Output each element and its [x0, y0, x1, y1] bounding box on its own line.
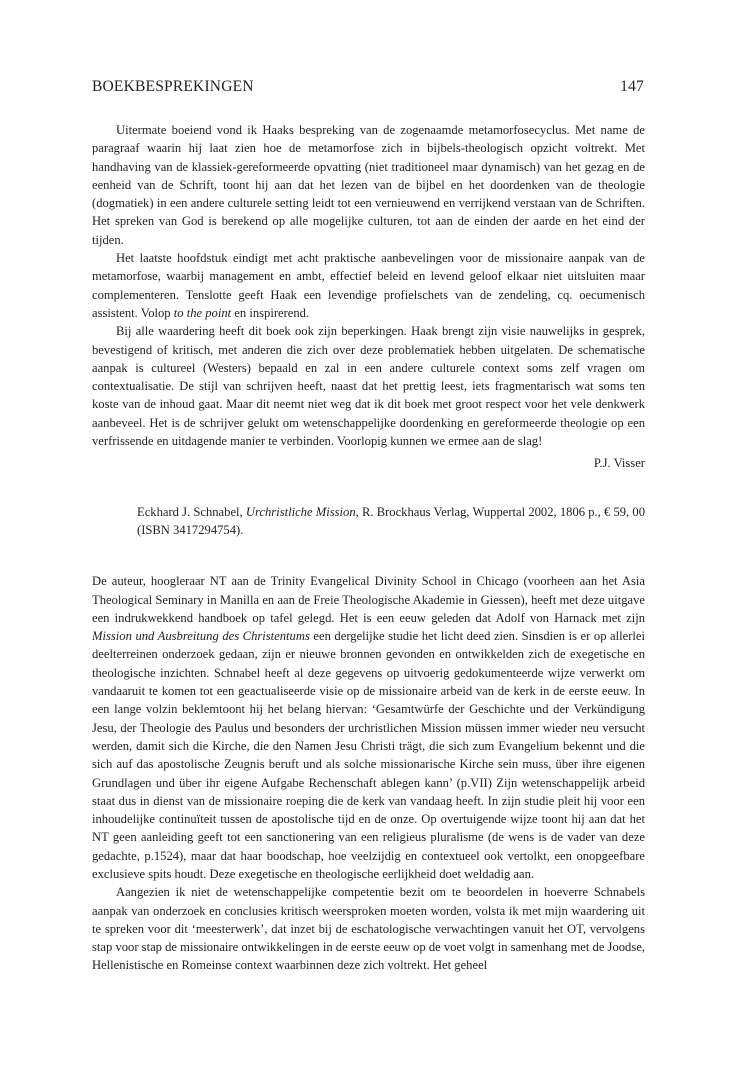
running-head: [92, 78, 644, 96]
review2-paragraph-1: [92, 572, 645, 883]
cited-book-title: Mission und Ausbreitung des Christentums: [92, 629, 310, 644]
page-content: [92, 121, 645, 975]
review1-paragraph-2-end: en inspirerend.: [231, 305, 310, 320]
review1-paragraph-1: Uitermate boeiend vond ik Haaks bespreking van de zogenaamde metamorfosecyclus. Met name de paragraaf waarin hij laat zien hoe de metamorfose zich in bijbels-theologisch opzicht voltrekt. Met handhaving van de klassiek-gereformeerde opvatting (niet traditioneel maar dynamisch) van het gezag en de eenheid van de Schrift, toont hij aan dat het lezen van de bijbel en het doordenken van de theologie (dogmatiek) in een andere culturele setting leidt tot een vernieuwend en verrijkend verstaan van de Schriften. Het spreken van God is berekend op alle mogelijke culturen, tot aan de einden der aarde en het eind der tijden.: [92, 123, 645, 247]
review2-paragraph-1-end: een dergelijke studie het licht deed zien. Sinsdien is er op allerlei deelterreinen onderzoek gedaan, zijn er nieuwe bronnen gevonden en ontwikkelden zich de exegetische en theologische inzichten. Schnabel heeft al deze gegevens op uitvoerig gedokumenteerde wijze verwerkt om vandaaruit te komen tot een geactualiseerde visie op de missionaire arbeid van de kerk in de eerste eeuw. In een lange volzin beklemtoont hij het belang hiervan: ‘Gesamtwürfe der Geschichte und der Verkündigung Jesu, der Theologie des Paulus und besonders der urchristlichen Mission müssen immer wieder neu versucht werden, damit sich die Kirche, die den Namen Jesu Christi trägt, die sich zum Evangelium bekennt und die sich auf das apostolische Zeugnis beruft und als solche missionarische Kirche sein muss, über ihre eigenen Grundlagen und über ihr eigene Aufgabe Rechenschaft ablegen kann’ (p.VII) Zijn wetenschappelijk arbeid staat dus in dienst van de missionaire roeping die de kerk van vandaag heeft. In zijn studie pleit hij voor een inhoudelijke continuïteit tussen de apostolische tijd en de onze. Op overtuigende wijze toont hij aan dat het NT geen aanleiding geeft tot een sanctionering van een religieus pluralisme (de wens is de vader van deze gedachte, p.1524), maar dat haar boodschap, hoe veelzijdig en contextueel ook vertolkt, een onopgeefbare exclusieve spits houdt. Deze exegetische en theologische eerlijkheid doet weldadig aan.: [92, 629, 646, 881]
review1-paragraph-2: [92, 249, 645, 322]
review2-paragraph-2: Aangezien ik niet de wetenschappelijke competentie bezit om te beoordelen in hoeverre Schnabels aanpak van onderzoek en conclusies kritisch weersproken moeten worden, volsta ik met mijn waardering uit te spreken voor dit ‘meesterwerk’, dat inzet bij de eschatologische verwachtingen vanuit het OT, vervolgens stap voor stap de missionaire ontwikkelingen in de eerste eeuw op de voet volgt in samenhang met de Joodse, Hellenistische en Romeinse context waarbinnen deze zich voltrekt. Het geheel: [92, 885, 645, 973]
review1-paragraph-2-text: Het laatste hoofdstuk eindigt met acht praktische aanbevelingen voor de missionaire aanpak van de metamorfose, waarbij management en ambt, effectief beleid en levend geloof elkaar niet uitsluiten maar complementeren. Tenslotte geeft Haak een levendige profielschets van de zendeling, cq. oecumenisch assistent. Volop: [92, 251, 645, 320]
book-reference: [92, 503, 645, 540]
book-author: Eckhard J. Schnabel,: [137, 504, 246, 519]
page-number: 147: [620, 78, 644, 95]
review2-paragraph-1-start: De auteur, hoogleraar NT aan de Trinity Evangelical Divinity School in Chicago (voorheen aan het Asia Theological Seminary in Manilla en aan de Freie Theologische Akademie in Giessen), heeft met deze uitgave een indrukwekkend handboek op tafel gelegd. Het is een eeuw geleden dat Adolf von Harnack met zijn: [92, 574, 645, 625]
book-title: Urchristliche Mission: [245, 504, 356, 519]
section-title: BOEKBESPREKINGEN: [92, 78, 254, 95]
book-details: , R. Brockhaus Verlag, Wuppertal 2002, 1806 p., € 59, 00 (ISBN 3417294754).: [137, 504, 645, 537]
review1-paragraph-3: Bij alle waardering heeft dit boek ook zijn beperkingen. Haak brengt zijn visie nauwelijks in gesprek, bevestigend of kritisch, met anderen die zich over deze problematiek hebben uitgelaten. De schematische aanpak is cultureel (Westers) bepaald en zal in een andere culturele context soms zelf vragen om contextualisatie. De stijl van schrijven heeft, naast dat het prettig leest, iets fragmentarisch wat soms ten koste van de inhoud gaat. Maar dit neemt niet weg dat ik dit boek met groot respect voor het vele denkwerk aanbeveel. Het is de schrijver gelukt om wetenschappelijke doordenking en gereformeerde theologie op een verfrissende en uitdagende manier te verbinden. Voorlopig kunnen we ermee aan de slag!: [92, 324, 645, 449]
reviewer-signature: P.J. Visser: [593, 456, 645, 471]
italic-phrase: to the point: [173, 305, 232, 320]
